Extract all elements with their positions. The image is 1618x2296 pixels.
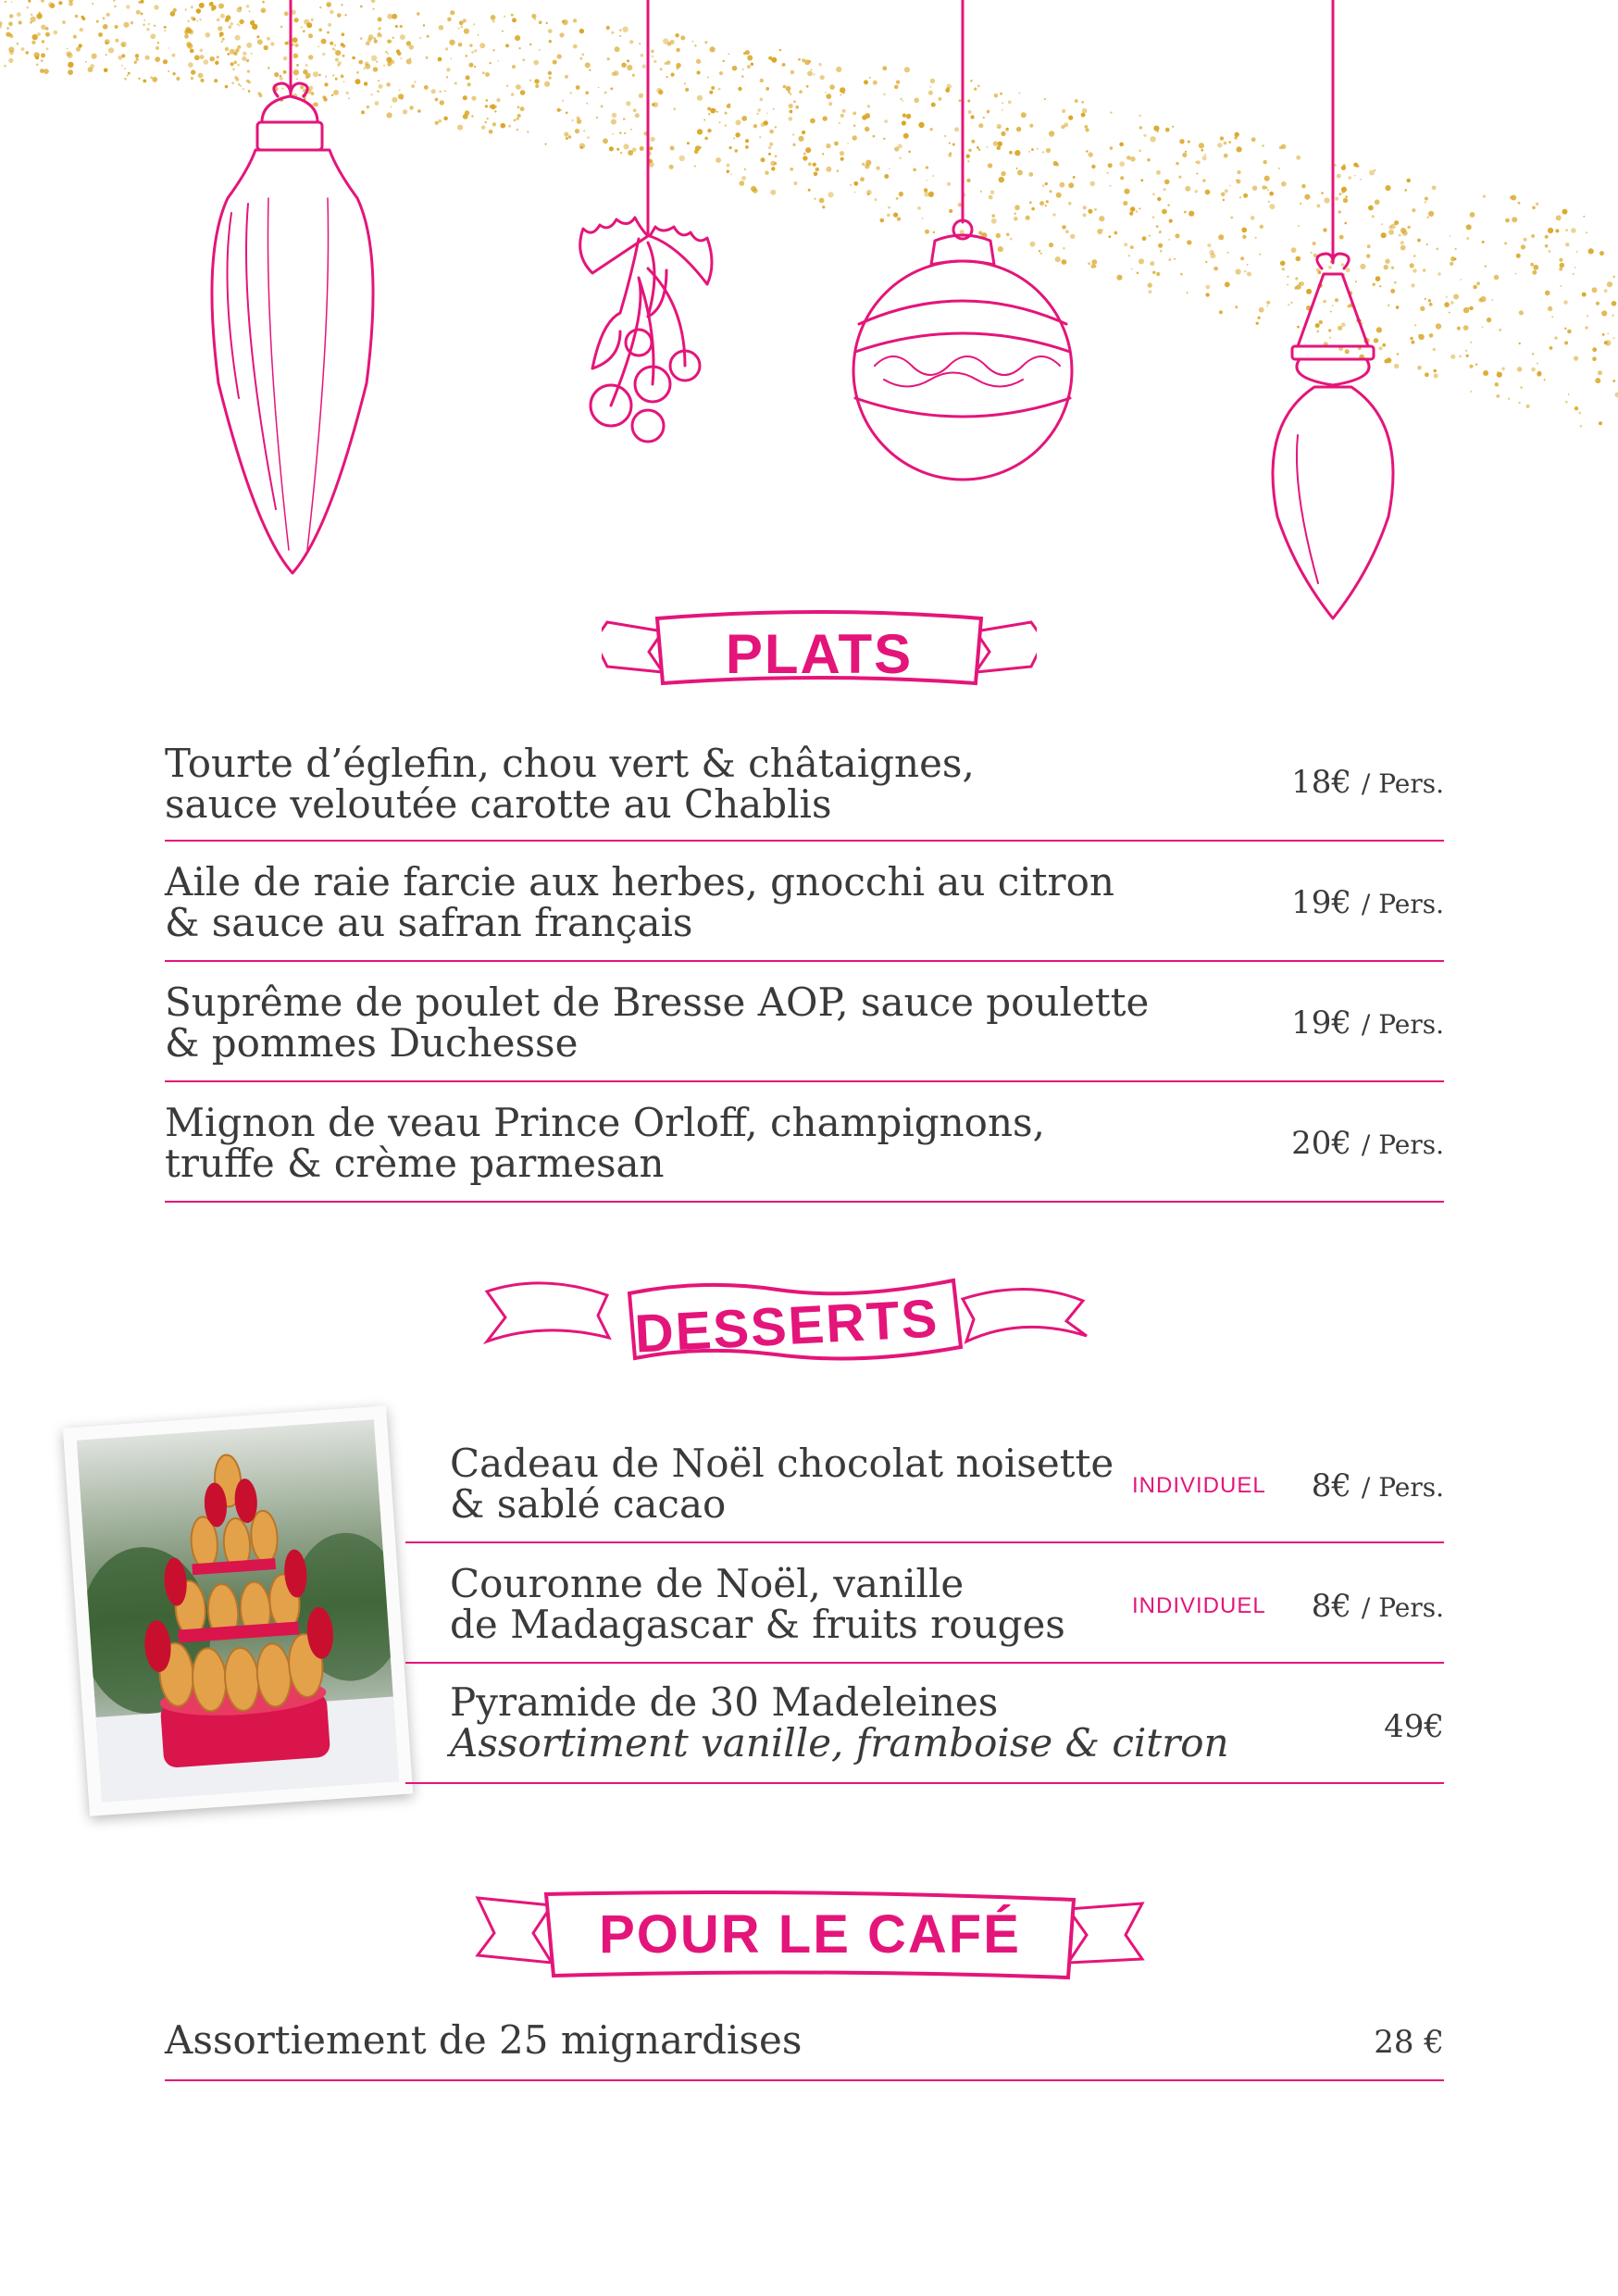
price: 20€ <box>1291 1125 1352 1162</box>
dish-line-2: & sablé cacao <box>450 1481 727 1527</box>
drop-ornament-icon <box>212 0 373 573</box>
dish-line-1: Tourte d’églefin, chou vert & châtaignes, <box>165 741 975 786</box>
section-title-plats: PLATS <box>725 623 914 685</box>
list-item <box>165 2009 1444 2081</box>
dish-line-2: sauce veloutée carotte au Chablis <box>165 781 832 827</box>
dish-line-2: & pommes Duchesse <box>165 1020 579 1066</box>
section-title-desserts: DESSERTS <box>633 1288 940 1365</box>
individuel-tag: INDIVIDUEL <box>1132 1473 1266 1498</box>
price: 49€ <box>1384 1708 1444 1745</box>
price-unit: / Pers. <box>1361 768 1444 799</box>
madeleine-pyramid-photo <box>63 1405 413 1816</box>
price: 19€ <box>1291 1004 1352 1042</box>
price: 19€ <box>1291 884 1352 921</box>
dish-line-1: Assortiement de 25 mignardises <box>165 2017 803 2063</box>
cafe-banner <box>472 1879 1148 1990</box>
price: 18€ <box>1291 764 1352 801</box>
dish-line-1: Aile de raie farcie aux herbes, gnocchi au citron <box>165 859 1114 905</box>
dish-line-1: Mignon de veau Prince Orloff, champignons, <box>165 1100 1045 1145</box>
bauble-icon <box>853 0 1072 480</box>
individuel-tag: INDIVIDUEL <box>1132 1593 1266 1618</box>
dish-line-1: Cadeau de Noël chocolat noisette <box>450 1441 1114 1486</box>
list-item <box>165 736 1444 842</box>
holly-icon <box>580 0 712 442</box>
list-item <box>405 1440 1444 1543</box>
price-unit: / Pers. <box>1361 1129 1444 1160</box>
price-unit: / Pers. <box>1361 889 1444 919</box>
dish-line-2: de Madagascar & fruits rouges <box>450 1602 1065 1647</box>
ornaments-illustration <box>0 0 1618 630</box>
dish-line-1: Couronne de Noël, vanille <box>450 1561 965 1606</box>
price: 28 € <box>1374 2024 1444 2061</box>
price-unit: / Pers. <box>1361 1009 1444 1040</box>
desserts-banner <box>481 1254 1092 1393</box>
list-item <box>165 979 1444 1082</box>
price: 8€ <box>1311 1588 1352 1625</box>
plats-banner <box>602 602 1037 704</box>
list-item <box>165 858 1444 962</box>
price-unit: / Pers. <box>1361 1592 1444 1623</box>
dish-line-1: Suprême de poulet de Bresse AOP, sauce poulette <box>165 980 1150 1025</box>
finial-ornament-icon <box>1273 0 1393 618</box>
price-unit: / Pers. <box>1361 1472 1444 1503</box>
dish-line-2: Assortiment vanille, framboise & citron <box>450 1720 1229 1766</box>
price: 8€ <box>1311 1467 1352 1504</box>
list-item <box>405 1560 1444 1664</box>
list-item <box>165 1099 1444 1203</box>
dish-line-1: Pyramide de 30 Madeleines <box>450 1679 999 1725</box>
list-item <box>405 1680 1444 1784</box>
dish-line-2: & sauce au safran français <box>165 900 693 945</box>
section-title-cafe: POUR LE CAFÉ <box>599 1904 1021 1965</box>
dish-line-2: truffe & crème parmesan <box>165 1141 665 1186</box>
